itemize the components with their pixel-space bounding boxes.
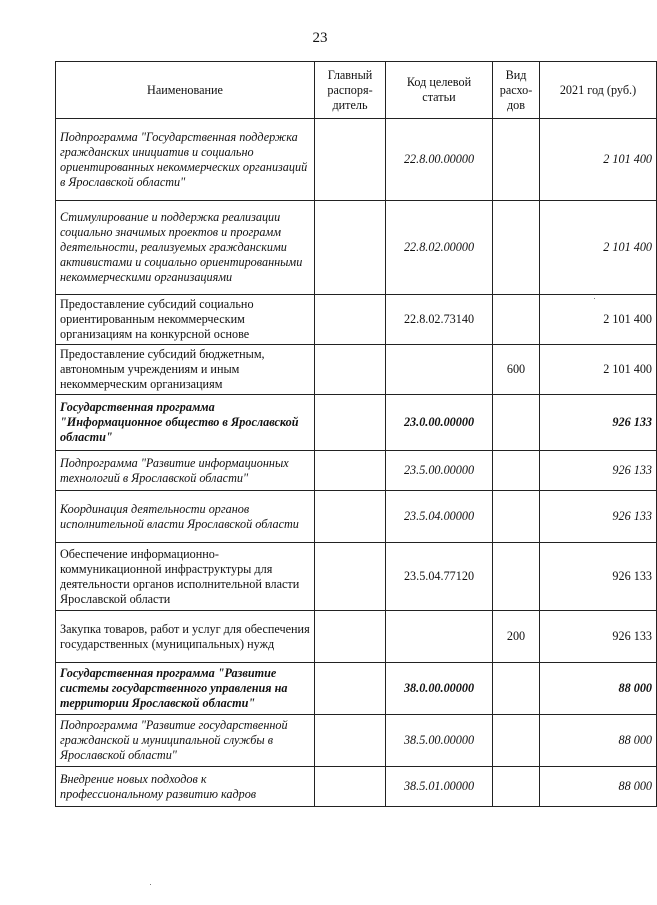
cell-name: Подпрограмма "Государственная поддержка гражданских инициатив и социально ориентированных некоммерческих организаций в Ярославской области" bbox=[56, 119, 315, 201]
scan-speck bbox=[594, 298, 595, 299]
cell-main-manager bbox=[315, 201, 386, 295]
cell-target-code: 38.5.00.00000 bbox=[386, 715, 493, 767]
budget-table bbox=[55, 61, 657, 807]
header-target-code: Код целевой статьи bbox=[386, 62, 493, 119]
cell-main-manager bbox=[315, 611, 386, 663]
cell-expense-type: 200 bbox=[493, 611, 540, 663]
cell-expense-type bbox=[493, 295, 540, 345]
header-amount: 2021 год (руб.) bbox=[540, 62, 657, 119]
table-row bbox=[56, 491, 657, 543]
cell-target-code: 38.0.00.00000 bbox=[386, 663, 493, 715]
cell-amount: 2 101 400 bbox=[540, 345, 657, 395]
cell-main-manager bbox=[315, 395, 386, 451]
cell-main-manager bbox=[315, 119, 386, 201]
table-row bbox=[56, 295, 657, 345]
table-row bbox=[56, 345, 657, 395]
cell-main-manager bbox=[315, 715, 386, 767]
header-expense-type: Вид расхо-дов bbox=[493, 62, 540, 119]
cell-name: Подпрограмма "Развитие государственной гражданской и муниципальной службы в Ярославской области" bbox=[56, 715, 315, 767]
header-name: Наименование bbox=[56, 62, 315, 119]
table-row bbox=[56, 611, 657, 663]
cell-name: Предоставление субсидий социально ориентированным некоммерческим организациям на конкурсной основе bbox=[56, 295, 315, 345]
scan-speck bbox=[150, 884, 151, 885]
cell-amount: 926 133 bbox=[540, 543, 657, 611]
cell-main-manager bbox=[315, 451, 386, 491]
cell-name: Внедрение новых подходов к профессиональному развитию кадров bbox=[56, 767, 315, 807]
cell-name: Координация деятельности органов исполнительной власти Ярославской области bbox=[56, 491, 315, 543]
cell-name: Подпрограмма "Развитие информационных технологий в Ярославской области" bbox=[56, 451, 315, 491]
cell-target-code: 38.5.01.00000 bbox=[386, 767, 493, 807]
page-number: 23 bbox=[312, 30, 328, 46]
cell-main-manager bbox=[315, 663, 386, 715]
cell-amount: 926 133 bbox=[540, 611, 657, 663]
table-row bbox=[56, 451, 657, 491]
cell-expense-type bbox=[493, 451, 540, 491]
header-row bbox=[56, 62, 657, 119]
cell-expense-type bbox=[493, 201, 540, 295]
cell-name: Предоставление субсидий бюджетным, автономным учреждениям и иным некоммерческим организациям bbox=[56, 345, 315, 395]
cell-expense-type bbox=[493, 395, 540, 451]
cell-main-manager bbox=[315, 295, 386, 345]
table-row bbox=[56, 201, 657, 295]
table-row bbox=[56, 715, 657, 767]
table-row bbox=[56, 119, 657, 201]
cell-amount: 88 000 bbox=[540, 767, 657, 807]
cell-target-code bbox=[386, 345, 493, 395]
cell-main-manager bbox=[315, 491, 386, 543]
cell-name: Стимулирование и поддержка реализации социально значимых проектов и программ деятельности, реализуемых гражданскими активистами и социально ориентированными некоммерческими организациями bbox=[56, 201, 315, 295]
cell-main-manager bbox=[315, 767, 386, 807]
cell-main-manager bbox=[315, 345, 386, 395]
table-header bbox=[56, 62, 657, 119]
cell-amount: 926 133 bbox=[540, 395, 657, 451]
cell-main-manager bbox=[315, 543, 386, 611]
table-row bbox=[56, 767, 657, 807]
cell-expense-type bbox=[493, 119, 540, 201]
cell-name: Закупка товаров, работ и услуг для обеспечения государственных (муниципальных) нужд bbox=[56, 611, 315, 663]
table-row bbox=[56, 543, 657, 611]
cell-target-code: 23.5.00.00000 bbox=[386, 451, 493, 491]
cell-amount: 88 000 bbox=[540, 663, 657, 715]
cell-target-code: 23.5.04.77120 bbox=[386, 543, 493, 611]
cell-amount: 926 133 bbox=[540, 451, 657, 491]
table-body bbox=[56, 119, 657, 807]
cell-expense-type bbox=[493, 491, 540, 543]
cell-expense-type bbox=[493, 767, 540, 807]
cell-target-code: 23.0.00.00000 bbox=[386, 395, 493, 451]
cell-target-code bbox=[386, 611, 493, 663]
header-main-manager: Главный распоря-дитель bbox=[315, 62, 386, 119]
cell-expense-type bbox=[493, 715, 540, 767]
cell-target-code: 22.8.00.00000 bbox=[386, 119, 493, 201]
table-row bbox=[56, 395, 657, 451]
cell-amount: 2 101 400 bbox=[540, 201, 657, 295]
cell-amount: 926 133 bbox=[540, 491, 657, 543]
cell-target-code: 22.8.02.00000 bbox=[386, 201, 493, 295]
cell-target-code: 22.8.02.73140 bbox=[386, 295, 493, 345]
cell-expense-type: 600 bbox=[493, 345, 540, 395]
cell-amount: 2 101 400 bbox=[540, 119, 657, 201]
cell-amount: 88 000 bbox=[540, 715, 657, 767]
cell-expense-type bbox=[493, 543, 540, 611]
cell-name: Обеспечение информационно-коммуникационной инфраструктуры для деятельности органов исполнительной власти Ярославской области bbox=[56, 543, 315, 611]
cell-target-code: 23.5.04.00000 bbox=[386, 491, 493, 543]
cell-name: Государственная программа "Развитие системы государственного управления на территории Ярославской области" bbox=[56, 663, 315, 715]
cell-name: Государственная программа "Информационное общество в Ярославской области" bbox=[56, 395, 315, 451]
table-row bbox=[56, 663, 657, 715]
cell-expense-type bbox=[493, 663, 540, 715]
cell-amount: 2 101 400 bbox=[540, 295, 657, 345]
